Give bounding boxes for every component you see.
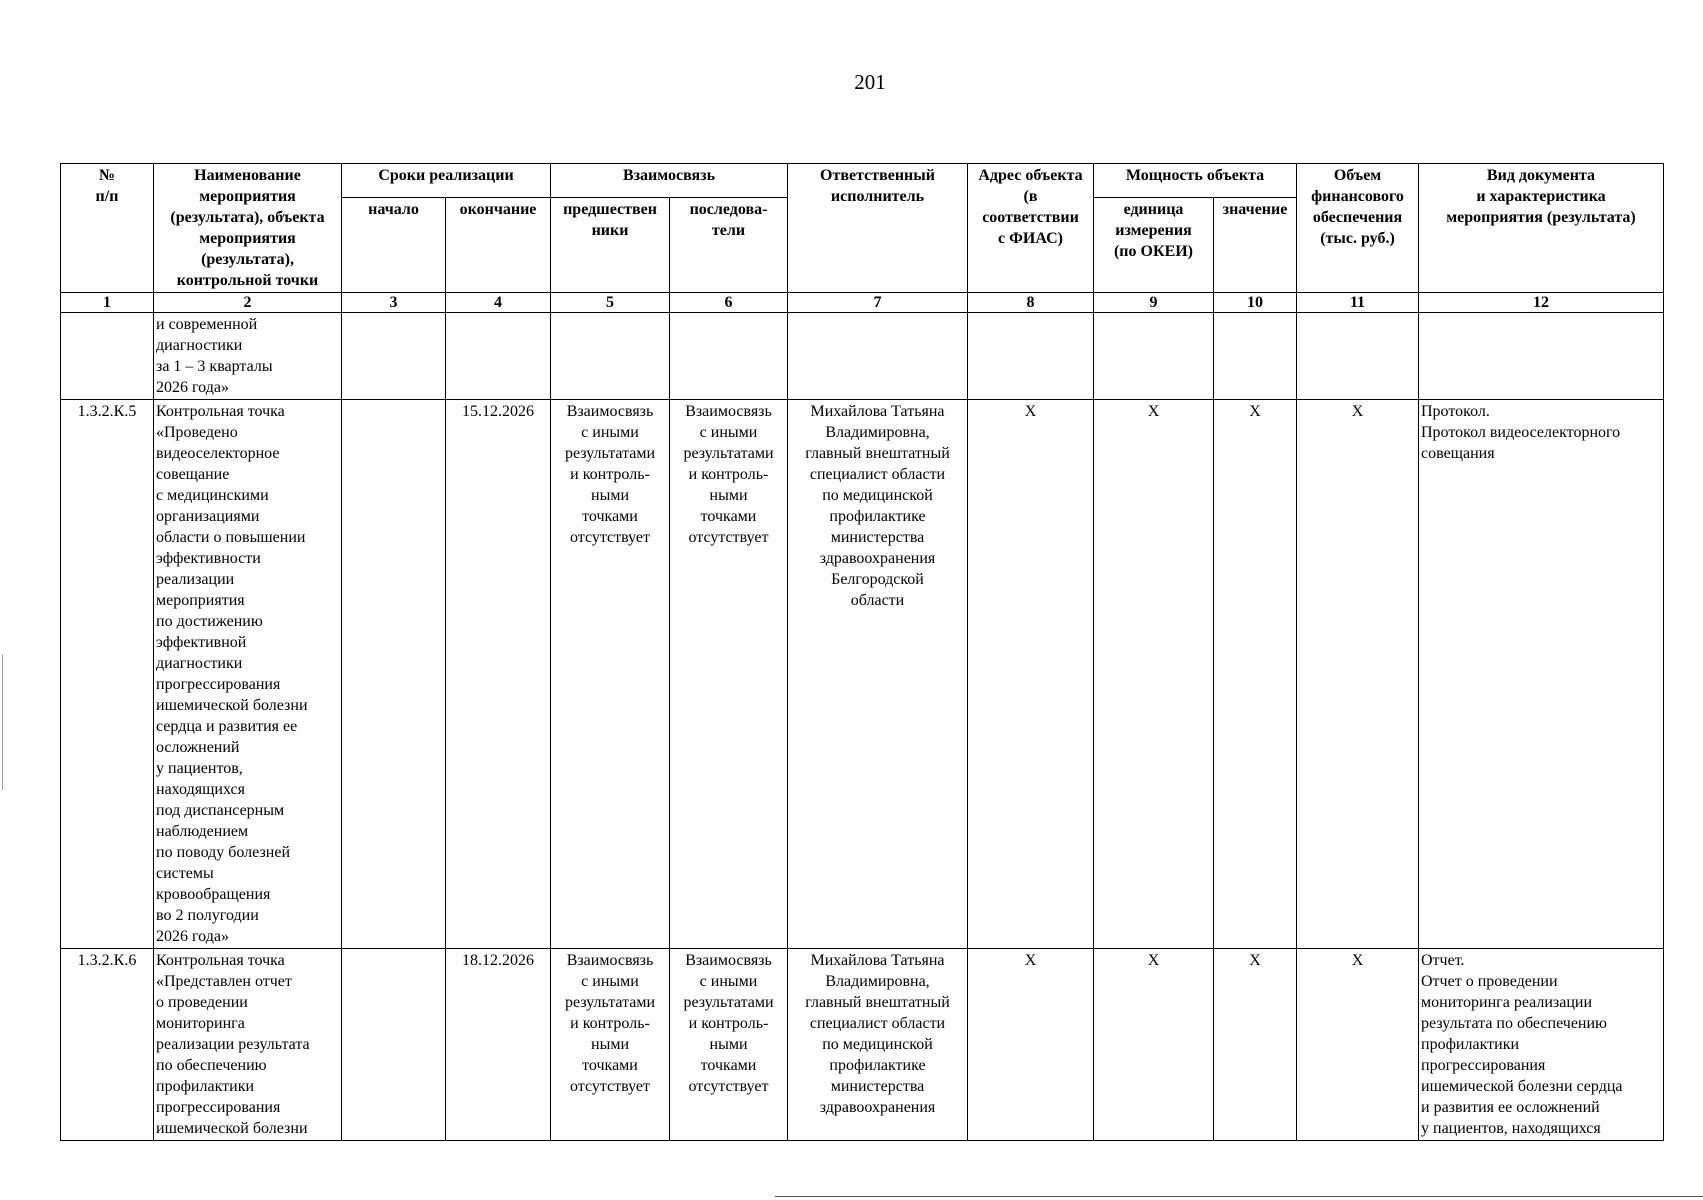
cell-finance: X: [1297, 949, 1419, 1141]
column-number-row: [61, 293, 1664, 313]
cell-predecessors: [551, 313, 670, 400]
cell-successors: Взаимосвязь с иными результатами и контроль- ными точками отсутствует: [670, 949, 788, 1141]
column-number: 9: [1094, 293, 1214, 313]
header-responsible: Ответственный исполнитель: [788, 164, 968, 293]
cell-num: 1.3.2.К.6: [61, 949, 154, 1141]
cell-end: 18.12.2026: [446, 949, 551, 1141]
scan-edge-line: [775, 1196, 1703, 1197]
cell-doc: [1419, 313, 1664, 400]
column-number: 11: [1297, 293, 1419, 313]
header-successors: последова- тели: [670, 198, 788, 293]
cell-responsible: [788, 313, 968, 400]
table-row: [61, 313, 1664, 400]
cell-finance: X: [1297, 400, 1419, 949]
cell-value: [1214, 313, 1297, 400]
header-predecessors: предшествен ники: [551, 198, 670, 293]
cell-num: 1.3.2.К.5: [61, 400, 154, 949]
cell-successors: Взаимосвязь с иными результатами и контроль- ными точками отсутствует: [670, 400, 788, 949]
cell-responsible: Михайлова Татьяна Владимировна, главный внештатный специалист области по медицинской профилактике министерства здравоохранения Белгородской области: [788, 400, 968, 949]
cell-name: Контрольная точка «Представлен отчет о проведении мониторинга реализации результата по обеспечению профилактики прогрессирования ишемической болезни: [154, 949, 342, 1141]
header-value: значение: [1214, 198, 1297, 293]
header-name: Наименование мероприятия (результата), объекта мероприятия (результата), контрольной точки: [154, 164, 342, 293]
cell-end: 15.12.2026: [446, 400, 551, 949]
cell-unit: X: [1094, 400, 1214, 949]
header-end: окончание: [446, 198, 551, 293]
cell-address: X: [968, 400, 1094, 949]
cell-unit: [1094, 313, 1214, 400]
header-unit: единица измерения (по ОКЕИ): [1094, 198, 1214, 293]
header-capacity: Мощность объекта: [1094, 164, 1297, 198]
cell-num: [61, 313, 154, 400]
header-num: № п/п: [61, 164, 154, 293]
page-number: 201: [854, 70, 886, 94]
header-doc-type: Вид документа и характеристика мероприятия (результата): [1419, 164, 1664, 293]
column-number: 7: [788, 293, 968, 313]
column-number: 4: [446, 293, 551, 313]
cell-address: [968, 313, 1094, 400]
column-number: 2: [154, 293, 342, 313]
scan-edge-mark: [2, 655, 3, 790]
cell-doc: Отчет. Отчет о проведении мониторинга реализации результата по обеспечению профилактики прогрессирования ишемической болезни сердца и развития ее осложнений у пациентов, находящихся: [1419, 949, 1664, 1141]
column-number: 12: [1419, 293, 1664, 313]
cell-name: Контрольная точка «Проведено видеоселекторное совещание с медицинскими организациями области о повышении эффективности реализации мероприятия по достижению эффективной диагностики прогрессирования ишемической болезни сердца и развития ее осложнений у пациентов, находящихся под диспансерным наблюдением по поводу болезней системы кровообращения во 2 полугодии 2026 года»: [154, 400, 342, 949]
cell-unit: X: [1094, 949, 1214, 1141]
cell-successors: [670, 313, 788, 400]
table-row: [61, 949, 1664, 1141]
header-row-1: [61, 164, 1664, 198]
cell-predecessors: Взаимосвязь с иными результатами и контроль- ными точками отсутствует: [551, 949, 670, 1141]
header-terms: Сроки реализации: [342, 164, 551, 198]
cell-value: X: [1214, 400, 1297, 949]
cell-predecessors: Взаимосвязь с иными результатами и контроль- ными точками отсутствует: [551, 400, 670, 949]
cell-start: [342, 313, 446, 400]
cell-start: [342, 400, 446, 949]
header-address: Адрес объекта (в соответствии с ФИАС): [968, 164, 1094, 293]
cell-address: X: [968, 949, 1094, 1141]
header-finance: Объем финансового обеспечения (тыс. руб.): [1297, 164, 1419, 293]
cell-end: [446, 313, 551, 400]
cell-value: X: [1214, 949, 1297, 1141]
column-number: 6: [670, 293, 788, 313]
cell-finance: [1297, 313, 1419, 400]
header-start: начало: [342, 198, 446, 293]
column-number: 10: [1214, 293, 1297, 313]
column-number: 8: [968, 293, 1094, 313]
table-row: [61, 400, 1664, 949]
cell-start: [342, 949, 446, 1141]
column-number: 1: [61, 293, 154, 313]
cell-doc: Протокол. Протокол видеоселекторного совещания: [1419, 400, 1664, 949]
plan-table: [60, 163, 1664, 1141]
cell-responsible: Михайлова Татьяна Владимировна, главный внештатный специалист области по медицинской профилактике министерства здравоохранения: [788, 949, 968, 1141]
column-number: 3: [342, 293, 446, 313]
header-relation: Взаимосвязь: [551, 164, 788, 198]
cell-name: и современной диагностики за 1 – 3 кварталы 2026 года»: [154, 313, 342, 400]
column-number: 5: [551, 293, 670, 313]
